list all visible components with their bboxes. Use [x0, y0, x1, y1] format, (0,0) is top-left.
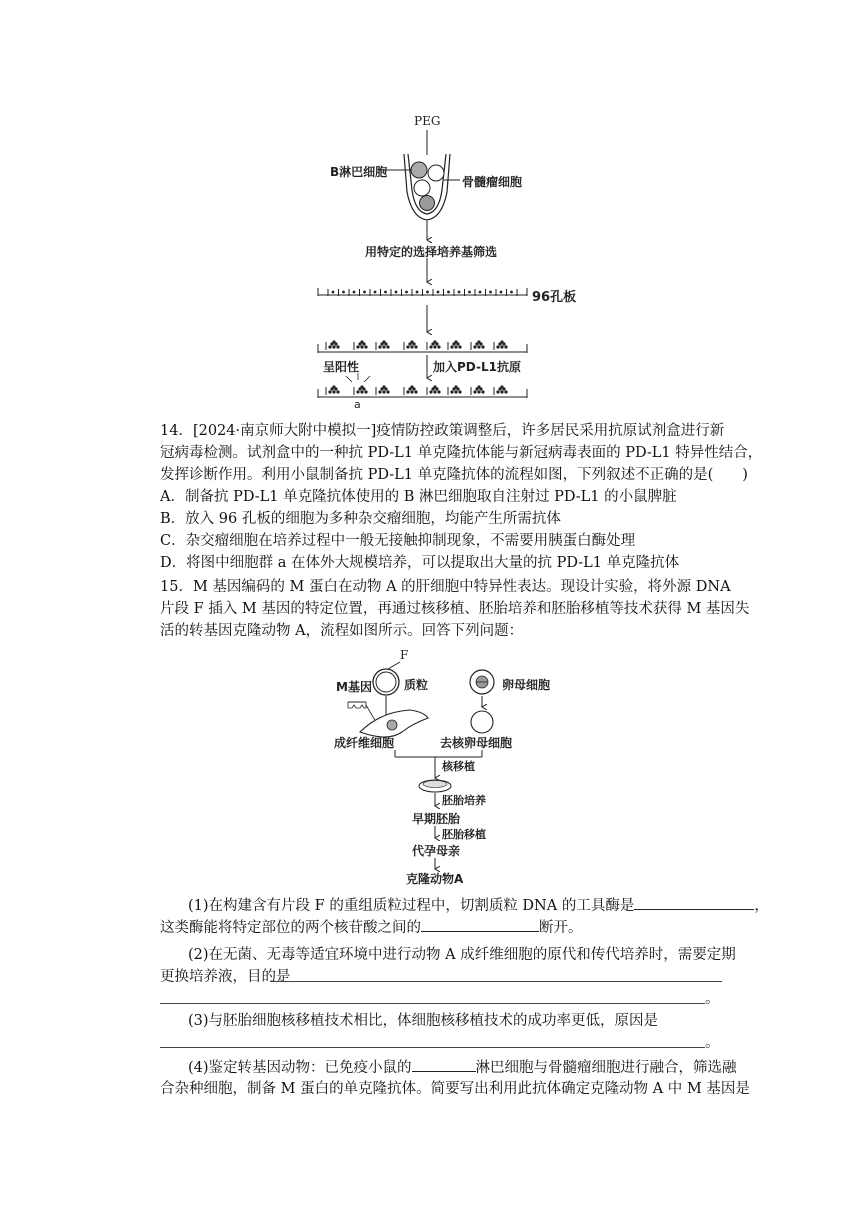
colony-dot: [365, 346, 367, 348]
fragment-f-label: F: [400, 648, 409, 662]
q14-stem-line-3: 发挥诊断作用。利用小鼠制备抗 PD-L1 单克隆抗体的流程如图，下列叙述不正确的是( ): [160, 467, 748, 483]
colony-dot: [333, 341, 335, 343]
b-cell-circle: [411, 162, 427, 178]
colony-dot: [503, 388, 505, 390]
enucleated-oocyte: [471, 711, 493, 733]
colony-dot: [434, 386, 436, 388]
colony-dot: [505, 346, 507, 348]
colony-dot: [411, 341, 413, 343]
colony-dot: [478, 391, 480, 393]
colony-dot: [407, 346, 409, 348]
single-cell-dot: [479, 291, 481, 293]
colony-dot: [432, 388, 434, 390]
colony-dot: [430, 391, 432, 393]
q15-answer-line-2b[interactable]: [160, 1002, 705, 1004]
single-cell-dot: [490, 291, 492, 293]
colony-dot: [381, 388, 383, 390]
plasmid-label: 质粒: [404, 678, 429, 692]
single-cell-dot: [458, 291, 460, 293]
enucleated-label: 去核卵母细胞: [440, 736, 513, 750]
colony-dot: [482, 391, 484, 393]
colony-dot: [337, 391, 339, 393]
single-cell-dot: [353, 291, 355, 293]
single-cell-dot: [469, 291, 471, 293]
oocyte-label: 卵母细胞: [502, 678, 551, 692]
colony-dot: [361, 391, 363, 393]
colony-dot: [333, 391, 335, 393]
single-cell-dot: [500, 291, 502, 293]
group-a-label: a: [354, 398, 361, 411]
colony-dot: [478, 346, 480, 348]
colony-dot: [451, 391, 453, 393]
screen-label: 用特定的选择培养基筛选: [365, 245, 498, 259]
positive-label: 呈阳性: [323, 360, 360, 374]
colony-dot: [459, 346, 461, 348]
colony-dot: [407, 391, 409, 393]
q15-sub3-end: 。: [705, 1035, 720, 1051]
colony-dot: [476, 343, 478, 345]
q15-sub1-text-d: 断开。: [539, 920, 583, 936]
colony-dot: [357, 346, 359, 348]
colony-dot: [478, 386, 480, 388]
colony-dot: [497, 346, 499, 348]
q15-sub2-line-2: [160, 966, 740, 988]
colony-dot: [365, 391, 367, 393]
colony-dot: [333, 346, 335, 348]
plasmid-outer: [373, 669, 399, 695]
colony-dot: [411, 391, 413, 393]
colony-dot: [497, 391, 499, 393]
colony-dot: [499, 388, 501, 390]
single-cell-dot: [374, 291, 376, 293]
q15-sub2-text-b: 更换培养液，目的是: [160, 969, 291, 985]
colony-dot: [476, 388, 478, 390]
q15-sub1-line-1: [160, 894, 769, 917]
colony-dot: [482, 346, 484, 348]
colony-dot: [409, 343, 411, 345]
myeloma-cell-circle: [414, 180, 430, 196]
plate-row-1: [318, 288, 527, 296]
add-antigen-label: 加入PD-L1抗原: [433, 360, 521, 374]
colony-dot: [361, 341, 363, 343]
q15-sub4-text-b: 淋巴细胞与骨髓瘤细胞进行融合，筛选融: [475, 1060, 737, 1076]
single-cell-dot: [416, 291, 418, 293]
early-embryo-label: 早期胚胎: [412, 812, 461, 826]
single-cell-dot: [437, 291, 439, 293]
colony-dot: [383, 391, 385, 393]
nuclear-transfer-label: 核移植: [442, 760, 475, 773]
q15-sub1-text-a: (1)在构建含有片段 F 的重组质粒过程中，切割质粒 DNA 的工具酶是: [188, 898, 635, 914]
colony-dot: [499, 343, 501, 345]
colony-dot: [501, 386, 503, 388]
colony-dot: [411, 386, 413, 388]
single-cell-dot: [511, 291, 513, 293]
colony-dot: [361, 346, 363, 348]
q15-sub4-line-1: [160, 1056, 740, 1079]
colony-dot: [434, 391, 436, 393]
hybridoma-flow-figure: [300, 110, 580, 410]
colony-dot: [501, 346, 503, 348]
colony-dot: [415, 346, 417, 348]
q15-answer-blank-4[interactable]: [412, 1056, 476, 1072]
plate-row-2: [318, 341, 527, 353]
plate-label: 96孔板: [532, 290, 577, 305]
colony-dot: [381, 343, 383, 345]
colony-dot: [438, 391, 440, 393]
single-cell-dot: [332, 291, 334, 293]
single-cell-dot: [395, 291, 397, 293]
colony-dot: [432, 343, 434, 345]
colony-dot: [411, 346, 413, 348]
colony-dot: [363, 343, 365, 345]
q15-sub2-line-1: (2)在无菌、无毒等适宜环境中进行动物 A 成纤维细胞的原代和传代培养时，需要定期: [188, 947, 736, 963]
colony-dot: [329, 346, 331, 348]
clone-label: 克隆动物A: [406, 872, 464, 886]
colony-dot: [383, 386, 385, 388]
colony-dot: [430, 346, 432, 348]
myeloma-label: 骨髓瘤细胞: [462, 175, 523, 189]
colony-dot: [480, 388, 482, 390]
colony-dot: [333, 386, 335, 388]
colony-dot: [385, 388, 387, 390]
colony-dot: [379, 391, 381, 393]
colony-dot: [335, 388, 337, 390]
surrogate-label: 代孕母亲: [412, 844, 461, 858]
colony-dot: [361, 386, 363, 388]
q15-answer-line-2a[interactable]: [270, 980, 722, 982]
colony-dot: [383, 341, 385, 343]
single-cell-dot: [406, 291, 408, 293]
q15-sub2-end: 。: [705, 991, 720, 1007]
colony-dot: [459, 391, 461, 393]
colony-dot: [357, 391, 359, 393]
colony-dot: [436, 388, 438, 390]
colony-dot: [434, 341, 436, 343]
q14-option-a[interactable]: A．制备抗 PD-L1 单克隆抗体使用的 B 淋巴细胞取自注射过 PD-L1 的小鼠脾脏: [160, 489, 677, 505]
colony-dot: [455, 386, 457, 388]
q15-sub1-text-c: 这类酶能将特定部位的两个核苷酸之间的: [160, 920, 421, 936]
colony-dot: [455, 341, 457, 343]
colony-dot: [413, 343, 415, 345]
colony-dot: [457, 343, 459, 345]
colony-dot: [379, 346, 381, 348]
colony-dot: [387, 391, 389, 393]
single-cell-dot: [343, 291, 345, 293]
colony-dot: [436, 343, 438, 345]
colony-dot: [453, 343, 455, 345]
peg-label: PEG: [414, 114, 441, 128]
colony-dot: [385, 343, 387, 345]
q15-sub4-text-a: (4)鉴定转基因动物：已免疫小鼠的: [188, 1060, 412, 1076]
b-cell-label: B淋巴细胞: [330, 165, 388, 179]
colony-dot: [455, 346, 457, 348]
colony-dot: [383, 346, 385, 348]
embryo-transfer-label: 胚胎移植: [442, 828, 486, 841]
q14-option-b[interactable]: B．放入 96 孔板的细胞为多种杂交瘤细胞，均能产生所需抗体: [160, 511, 561, 527]
q14-option-d[interactable]: D．将图中细胞群 a 在体外大规模培养，可以提取出大量的抗 PD-L1 单克隆抗体: [160, 555, 680, 571]
colony-dot: [415, 391, 417, 393]
colony-dot: [474, 346, 476, 348]
colony-dot: [363, 388, 365, 390]
single-cell-dot: [427, 291, 429, 293]
colony-dot: [503, 343, 505, 345]
plate-row-3: [318, 386, 527, 398]
colony-dot: [359, 343, 361, 345]
colony-dot: [474, 391, 476, 393]
colony-dot: [501, 391, 503, 393]
colony-dot: [413, 388, 415, 390]
colony-dot: [478, 341, 480, 343]
colony-dot: [480, 343, 482, 345]
q14-stem-line-1: 14．[2024·南京师大附中模拟一]疫情防控政策调整后，许多居民采用抗原试剂盒进行新: [160, 423, 725, 439]
colony-dot: [387, 346, 389, 348]
colony-dot: [331, 388, 333, 390]
q15-sub1-text-b: ，: [754, 898, 769, 914]
q15-answer-blank-2[interactable]: [421, 916, 539, 932]
colony-dot: [505, 391, 507, 393]
q15-answer-blank-1[interactable]: [634, 894, 754, 910]
colony-dot: [329, 391, 331, 393]
single-cell-dot: [385, 291, 387, 293]
q15-sub3-line-1: (3)与胚胎细胞核移植技术相比，体细胞核移植技术的成功率更低，原因是: [188, 1013, 659, 1029]
colony-dot: [455, 391, 457, 393]
colony-dot: [438, 346, 440, 348]
cloning-flow-figure: [330, 650, 580, 890]
colony-dot: [335, 343, 337, 345]
colony-dot: [453, 388, 455, 390]
single-cell-dot: [364, 291, 366, 293]
colony-dot: [501, 341, 503, 343]
q15-stem-line-1: 15．M 基因编码的 M 蛋白在动物 A 的肝细胞中特异性表达。现设计实验，将外源 DNA: [160, 579, 731, 595]
colony-dot: [451, 346, 453, 348]
colony-dot: [434, 346, 436, 348]
colony-dot: [359, 388, 361, 390]
fibroblast-label: 成纤维细胞: [334, 736, 395, 750]
colony-dot: [409, 388, 411, 390]
q15-sub4-line-2: 合杂种细胞，制备 M 蛋白的单克隆抗体。简要写出利用此抗体确定克隆动物 A 中 M 基因是: [160, 1081, 750, 1097]
q14-stem-line-2: 冠病毒检测。试剂盒中的一种抗 PD-L1 单克隆抗体能与新冠病毒表面的 PD-L1 特异性结合，: [160, 445, 763, 461]
q15-answer-line-3[interactable]: [160, 1046, 705, 1048]
q15-stem-line-2: 片段 F 插入 M 基因的特定位置，再通过核移植、胚胎培养和胚胎移植等技术获得 M 基因失: [160, 601, 750, 617]
colony-dot: [337, 346, 339, 348]
q15-sub1-line-2: [160, 916, 740, 939]
embryo-culture-label: 胚胎培养: [442, 794, 486, 807]
single-cell-dot: [448, 291, 450, 293]
colony-dot: [457, 388, 459, 390]
m-gene-label: M基因: [336, 680, 372, 694]
q14-option-c[interactable]: C．杂交瘤细胞在培养过程中一般无接触抑制现象，不需要用胰蛋白酶处理: [160, 533, 636, 549]
colony-dot: [331, 343, 333, 345]
q15-stem-line-3: 活的转基因克隆动物 A，流程如图所示。回答下列问题：: [160, 623, 524, 639]
